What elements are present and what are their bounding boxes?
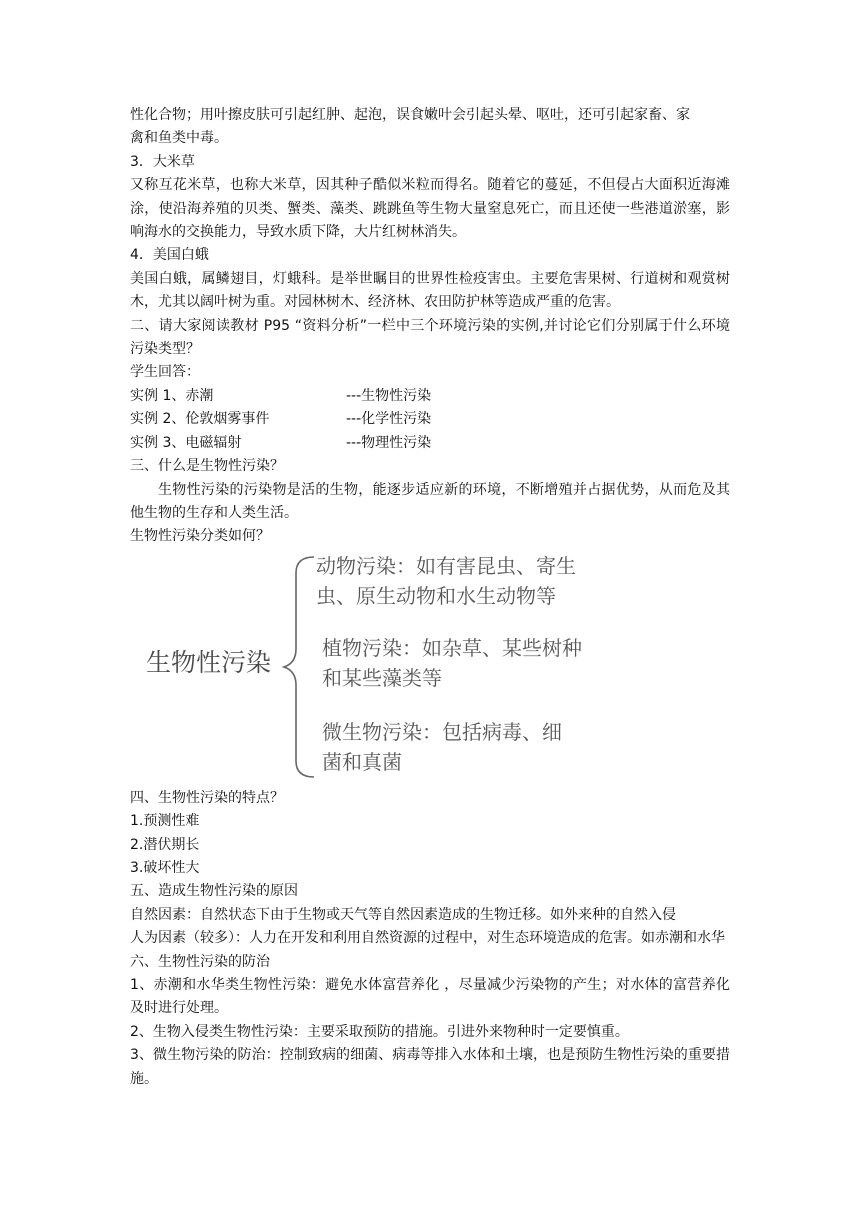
diagram-root: 生物性污染 (146, 647, 272, 677)
example-type: ---生物性污染 (346, 387, 432, 404)
example-name: 实例 2、伦敦烟雾事件 (130, 411, 270, 428)
diagram-branch-plant (322, 633, 582, 693)
branch-line: 虫、原生动物和水生动物等 (316, 583, 556, 608)
item4-body: 美国白蛾，属鳞翅目，灯蛾科。是举世瞩目的世界性检疫害虫。主要危害果树、行道树和观赏树木，尤其以阔叶树为重。对园林树木、经济林、农田防护林等造成严重的危害。 (130, 270, 730, 311)
document-page (130, 104, 730, 1091)
prevention-item: 3、微生物污染的防治：控制致病的细菌、病毒等排入水体和土壤，也是预防生物性污染的重要措施。 (130, 1047, 730, 1087)
classification-diagram (130, 551, 730, 787)
feature-item: 1.预测性难 (130, 813, 200, 830)
section6-heading: 六、生物性污染的防治 (130, 953, 270, 970)
branch-line: 和某些藻类等 (322, 665, 442, 690)
section3-definition: 生物性污染的污染物是活的生物，能逐步适应新的环境，不断增殖并占据优势，从而危及其他生物的生存和人类生活。 (130, 481, 730, 521)
feature-item: 2.潜伏期长 (130, 836, 200, 853)
intro-line-2: 禽和鱼类中毒。 (130, 130, 228, 147)
example-name: 实例 3、电磁辐射 (130, 434, 242, 451)
diagram-branch-microbe (322, 717, 562, 777)
item4-heading: 4．美国白蛾 (130, 247, 209, 264)
branch-line: 微生物污染：包括病毒、细 (322, 719, 562, 744)
human-cause: 人为因素（较多）：人力在开发和利用自然资源的过程中，对生态环境造成的危害。如赤潮和水华 (130, 930, 725, 947)
diagram-branch-animal (316, 551, 576, 611)
example-name: 实例 1、赤潮 (130, 387, 214, 404)
section3-heading: 三、什么是生物性污染？ (130, 458, 284, 475)
branch-line: 动物污染：如有害昆虫、寄生 (316, 553, 576, 578)
prevention-item: 1、赤潮和水华类生物性污染：避免水体富营养化 ，尽量减少污染物的产生；对水体的富营养化及时进行处理。 (130, 976, 730, 1017)
item3-heading: 3．大米草 (130, 153, 195, 170)
example-row (130, 385, 730, 408)
section2-heading: 二、请大家阅读教材 P95 “资料分析”一栏中三个环境污染的实例,并讨论它们分别属于什么环境污染类型？ (130, 317, 730, 358)
example-type: ---化学性污染 (346, 411, 432, 428)
answer-label: 学生回答： (130, 364, 200, 381)
branch-line: 菌和真菌 (322, 749, 402, 774)
feature-item: 3.破坏性大 (130, 859, 200, 876)
section5-heading: 五、造成生物性污染的原因 (130, 883, 298, 900)
section4-heading: 四、生物性污染的特点？ (130, 789, 284, 806)
intro-line-1: 性化合物；用叶擦皮肤可引起红肿、起泡，误食嫩叶会引起头晕、呕吐，还可引起家畜、家 (130, 107, 690, 123)
item3-body: 又称互花米草，也称大米草，因其种子酷似米粒而得名。随着它的蔓延，不但侵占大面积近海滩涂，使沿海养殖的贝类、蟹类、藻类、跳跳鱼等生物大量窒息死亡，而且还使一些港道淤塞，影响海水的交换能力，导致水质下降，大片红树林消失。 (130, 177, 730, 241)
branch-line: 植物污染：如杂草、某些树种 (322, 635, 582, 660)
prevention-item: 2、生物入侵类生物性污染：主要采取预防的措施。引进外来物种时一定要慎重。 (130, 1023, 629, 1040)
example-type: ---物理性污染 (346, 434, 432, 451)
section3-question: 生物性污染分类如何？ (130, 528, 270, 545)
example-row (130, 432, 730, 455)
natural-cause: 自然因素：自然状态下由于生物或天气等自然因素造成的生物迁移。如外来种的自然入侵 (130, 906, 676, 923)
example-row (130, 408, 730, 431)
